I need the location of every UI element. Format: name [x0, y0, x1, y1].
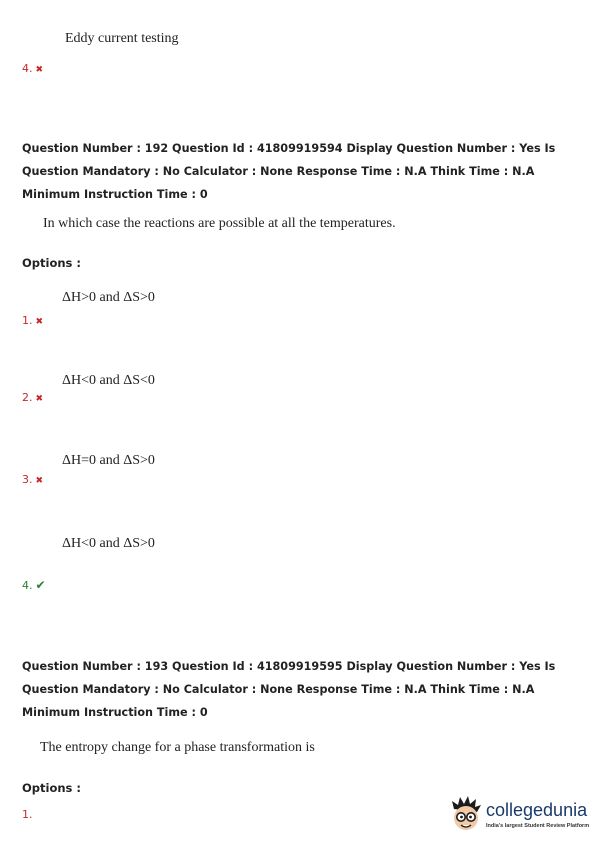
wrong-mark-icon: ✖ — [35, 317, 44, 327]
collegedunia-logo — [448, 795, 588, 839]
option-4-label — [22, 62, 43, 75]
wrong-mark-icon: ✖ — [35, 65, 44, 75]
options-label: Options : — [22, 256, 81, 270]
option-number: 3. — [22, 473, 33, 486]
option-3-label — [22, 473, 43, 486]
option-4-text: ΔH<0 and ΔS>0 — [62, 536, 155, 551]
option-2-text: ΔH<0 and ΔS<0 — [62, 373, 155, 388]
logo-tagline: India's largest Student Review Platform — [486, 823, 590, 829]
question-192-text: In which case the reactions are possible at all the temperatures. — [43, 216, 396, 231]
option-2-label — [22, 391, 43, 404]
option-number: 1. — [22, 808, 33, 821]
option-1-label — [22, 808, 33, 821]
options-label: Options : — [22, 781, 81, 795]
question-192-header: Question Number : 192 Question Id : 41809919594 Display Question Number : Yes Is Question Mandatory : No Calculator : None Response Time : N.A Think Time : N.A Minimum Instruction Time : 0 — [22, 142, 556, 201]
option-1-label — [22, 314, 43, 327]
option-4-label — [22, 578, 46, 592]
logo-name: collegedunia — [486, 800, 588, 820]
question-193-text: The entropy change for a phase transformation is — [40, 740, 315, 755]
option-number: 2. — [22, 391, 33, 404]
wrong-mark-icon: ✖ — [35, 394, 44, 404]
check-mark-icon: ✔ — [35, 578, 46, 592]
option-number: 4. — [22, 62, 33, 75]
option-1-text: ΔH>0 and ΔS>0 — [62, 290, 155, 305]
question-193-header: Question Number : 193 Question Id : 41809919595 Display Question Number : Yes Is Question Mandatory : No Calculator : None Response Time : N.A Think Time : N.A Minimum Instruction Time : 0 — [22, 660, 556, 719]
option-text: Eddy current testing — [65, 31, 179, 46]
wrong-mark-icon: ✖ — [35, 476, 44, 486]
option-3-text: ΔH=0 and ΔS>0 — [62, 453, 155, 468]
option-number: 4. — [22, 579, 33, 592]
option-number: 1. — [22, 314, 33, 327]
mascot-icon — [448, 795, 484, 835]
